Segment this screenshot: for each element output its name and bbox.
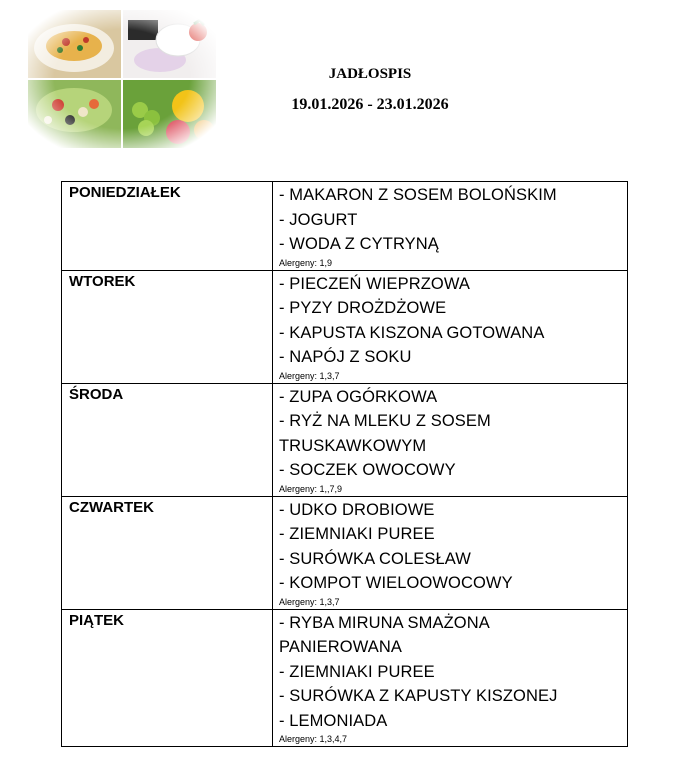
date-range: 19.01.2026 - 23.01.2026 xyxy=(291,96,449,113)
dish-item: - RYBA MIRUNA SMAŻONA PANIEROWANA xyxy=(279,613,489,656)
dishes-cell xyxy=(273,609,628,747)
allergens-text: Alergeny: 1,,7,9 xyxy=(279,483,343,494)
table-row-thursday xyxy=(62,496,628,609)
dish-item: - ZIEMNIAKI PUREE xyxy=(279,662,435,681)
table-row-wednesday xyxy=(62,383,628,496)
dish-item: - ZUPA OGÓRKOWA xyxy=(279,387,438,406)
allergens-text: Alergeny: 1,3,4,7 xyxy=(279,734,348,744)
day-name: CZWARTEK xyxy=(62,496,273,609)
dish-item: - SURÓWKA Z KAPUSTY KISZONEJ xyxy=(279,687,558,705)
dish-item: - SOCZEK OWOCOWY xyxy=(279,461,456,479)
dish-item: - RYŻ NA MLEKU Z SOSEM TRUSKAWKOWYM xyxy=(279,412,491,455)
dish-item: - SURÓWKA COLESŁAW xyxy=(279,549,471,568)
dish-item: - NAPÓJ Z SOKU xyxy=(279,348,412,366)
allergens-text: Alergeny: 1,3,7 xyxy=(279,370,340,381)
day-name: PIĄTEK xyxy=(62,609,273,747)
food-collage-svg xyxy=(28,10,216,148)
allergens-text: Alergeny: 1,3,7 xyxy=(279,596,340,607)
dish-item: - PIECZEŃ WIEPRZOWA xyxy=(279,274,471,293)
dish-item: - ZIEMNIAKI PUREE xyxy=(279,525,435,543)
dish-item: - MAKARON Z SOSEM BOLOŃSKIM xyxy=(279,186,557,204)
allergens-text: Alergeny: 1,9 xyxy=(279,257,333,268)
dish-item: - LEMONIADA xyxy=(279,711,388,730)
day-name: ŚRODA xyxy=(62,383,273,496)
dish-item: - WODA Z CYTRYNĄ xyxy=(279,235,439,253)
food-collage-image xyxy=(28,10,216,148)
table-row-tuesday xyxy=(62,270,628,383)
page-title: JADŁOSPIS xyxy=(328,66,412,82)
dishes-cell xyxy=(273,383,628,496)
table-row-friday xyxy=(62,609,628,747)
dish-item: - KOMPOT WIELOOWOCOWY xyxy=(279,574,513,592)
table-row-monday xyxy=(62,182,628,271)
dishes-cell xyxy=(273,182,628,271)
dish-item: - KAPUSTA KISZONA GOTOWANA xyxy=(279,323,545,342)
dish-item: - JOGURT xyxy=(279,210,358,229)
day-name: PONIEDZIAŁEK xyxy=(62,182,273,271)
dish-item: - UDKO DROBIOWE xyxy=(279,500,435,519)
day-name: WTOREK xyxy=(62,270,273,383)
dishes-cell xyxy=(273,496,628,609)
dish-item: - PYZY DROŻDŻOWE xyxy=(279,299,447,317)
menu-table xyxy=(61,181,628,747)
dishes-cell xyxy=(273,270,628,383)
